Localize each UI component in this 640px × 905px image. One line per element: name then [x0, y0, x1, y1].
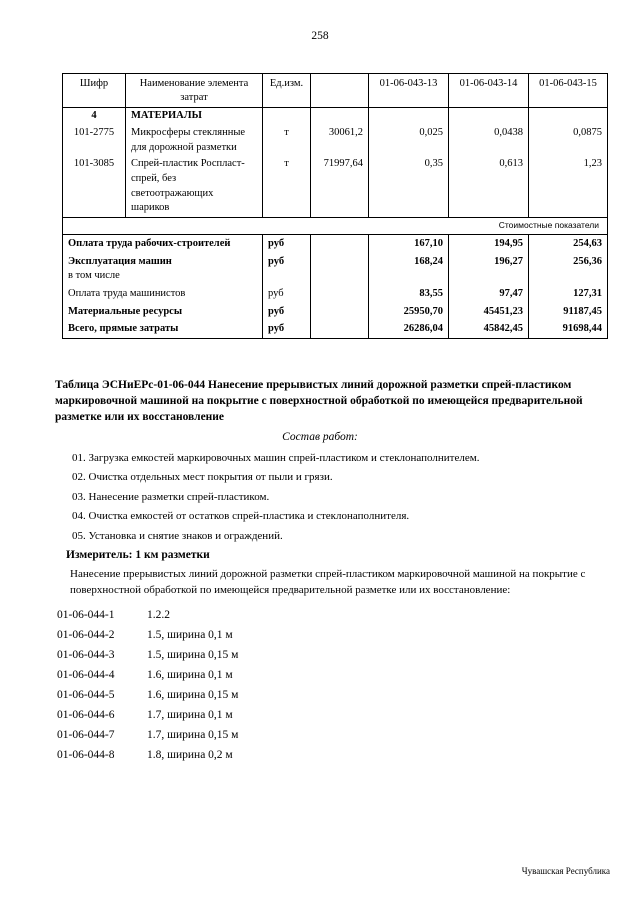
list-item [57, 665, 640, 685]
norm-code: 01-06-044-5 [57, 688, 115, 701]
cost-value-3: 256,36 [529, 253, 608, 285]
norm-desc: 1.7, ширина 0,15 м [147, 728, 239, 741]
norm-desc: 1.8, ширина 0,2 м [147, 748, 233, 761]
cost-value-2: 97,47 [449, 285, 529, 303]
norm-desc: 1.6, ширина 0,1 м [147, 668, 233, 681]
page-number: 258 [311, 30, 329, 42]
cost-name-sub: в том числе [68, 270, 120, 282]
table-row [63, 234, 608, 252]
works-list [72, 452, 640, 542]
band-label: Стоимостные показатели [63, 218, 608, 235]
cost-value-1: 167,10 [369, 234, 449, 252]
resource-value-3: 0,0875 [529, 125, 608, 156]
cost-value-2: 194,95 [449, 234, 529, 252]
work-item: 03. Нанесение разметки спрей-пластиком. [72, 490, 270, 503]
cost-table-header [63, 74, 608, 108]
cost-name: Всего, прямые затраты [63, 320, 263, 338]
resource-unit: т [263, 156, 311, 217]
table-row [63, 320, 608, 338]
resource-price: 30061,2 [311, 125, 369, 156]
resource-code: 101-3085 [63, 156, 126, 217]
norm-code: 01-06-044-6 [57, 708, 115, 721]
header-col-043-13: 01-06-043-13 [369, 74, 449, 108]
norm-code: 01-06-044-3 [57, 648, 115, 661]
band-row [63, 218, 608, 235]
table-row [63, 108, 608, 125]
norm-code: 01-06-044-8 [57, 748, 115, 761]
works-heading: Состав работ: [282, 430, 358, 443]
norm-desc: 1.2.2 [147, 608, 170, 621]
cost-value-3: 254,63 [529, 234, 608, 252]
costs-section [63, 234, 608, 338]
list-item [57, 745, 640, 765]
section-title: Таблица ЭСНиЕРс-01-06-044 Нанесение прерывистых линий дорожной разметки спрей-пластиком маркировочной машиной на покрытие с поверхностной обработкой по имеющейся предварительной разметке или их восстановление [55, 379, 583, 423]
resource-price [311, 108, 369, 125]
cost-value-1: 25950,70 [369, 303, 449, 321]
work-item: 05. Установка и снятие знаков и ограждений. [72, 529, 283, 542]
cost-value-2: 196,27 [449, 253, 529, 285]
list-item [57, 705, 640, 725]
resource-value-2 [449, 108, 529, 125]
table-row [63, 125, 608, 156]
resource-unit: т [263, 125, 311, 156]
list-item [57, 725, 640, 745]
resource-name: Спрей-пластик Роспласт-спрей, без светоотражающих шариков [126, 156, 263, 217]
work-item: 02. Очистка отдельных мест покрытия от пыли и грязи. [72, 471, 333, 484]
header-code: Шифр [63, 74, 126, 108]
list-item [57, 685, 640, 705]
resource-code: 101-2775 [63, 125, 126, 156]
footer-region-label: Чувашская Республика [521, 866, 610, 876]
resource-value-3 [529, 108, 608, 125]
measure-label: Измеритель: 1 км разметки [66, 549, 210, 562]
list-item [57, 625, 640, 645]
cost-value-1: 168,24 [369, 253, 449, 285]
resource-price: 71997,64 [311, 156, 369, 217]
list-item [57, 605, 640, 625]
cost-value-2: 45842,45 [449, 320, 529, 338]
cost-unit: руб [263, 253, 311, 285]
resource-value-2: 0,0438 [449, 125, 529, 156]
resource-value-3: 1,23 [529, 156, 608, 217]
cost-name: Материальные ресурсы [63, 303, 263, 321]
work-item: 04. Очистка емкостей от остатков спрей-пластика и стеклонаполнителя. [72, 510, 410, 523]
resource-name: Микросферы стеклянные для дорожной разметки [126, 125, 263, 156]
cost-unit: руб [263, 320, 311, 338]
cost-unit: руб [263, 234, 311, 252]
cost-value-3: 91698,44 [529, 320, 608, 338]
resources-section [63, 108, 608, 218]
norm-code: 01-06-044-2 [57, 628, 115, 641]
table-row [63, 156, 608, 217]
resource-value-2: 0,613 [449, 156, 529, 217]
header-col-043-14: 01-06-043-14 [449, 74, 529, 108]
norm-desc: 1.6, ширина 0,15 м [147, 688, 239, 701]
norms-list [57, 605, 640, 765]
norm-desc: 1.5, ширина 0,15 м [147, 648, 239, 661]
cost-name: Эксплуатация машин в том числе [63, 253, 263, 285]
section-description: Нанесение прерывистых линий дорожной разметки спрей-пластиком маркировочной машиной на покрытие с поверхностной обработкой по имеющейся предварительной разметке или их восстановление: [70, 568, 586, 596]
cost-name: Оплата труда машинистов [63, 285, 263, 303]
work-item: 01. Загрузка емкостей маркировочных машин спрей-пластиком и стеклонаполнителем. [72, 451, 480, 464]
cost-value-2: 45451,23 [449, 303, 529, 321]
norm-desc: 1.7, ширина 0,1 м [147, 708, 233, 721]
table-row [63, 303, 608, 321]
resource-value-1 [369, 108, 449, 125]
cost-name: Оплата труда рабочих-строителей [63, 234, 263, 252]
header-blank [311, 74, 369, 108]
table-row [63, 253, 608, 285]
resource-value-1: 0,025 [369, 125, 449, 156]
table-row [63, 285, 608, 303]
resource-unit [263, 108, 311, 125]
norm-code: 01-06-044-1 [57, 608, 115, 621]
cost-value-1: 83,55 [369, 285, 449, 303]
cost-value-3: 127,31 [529, 285, 608, 303]
cost-value-3: 91187,45 [529, 303, 608, 321]
resource-code: 4 [63, 108, 126, 125]
cost-unit: руб [263, 303, 311, 321]
cost-value-1: 26286,04 [369, 320, 449, 338]
resource-value-1: 0,35 [369, 156, 449, 217]
header-name: Наименование элемента затрат [126, 74, 263, 108]
cost-table [62, 73, 608, 339]
list-item [57, 645, 640, 665]
header-unit: Ед.изм. [263, 74, 311, 108]
norm-code: 01-06-044-4 [57, 668, 115, 681]
norm-desc: 1.5, ширина 0,1 м [147, 628, 233, 641]
norm-code: 01-06-044-7 [57, 728, 115, 741]
cost-unit: руб [263, 285, 311, 303]
resource-name: МАТЕРИАЛЫ [126, 108, 263, 125]
header-col-043-15: 01-06-043-15 [529, 74, 608, 108]
